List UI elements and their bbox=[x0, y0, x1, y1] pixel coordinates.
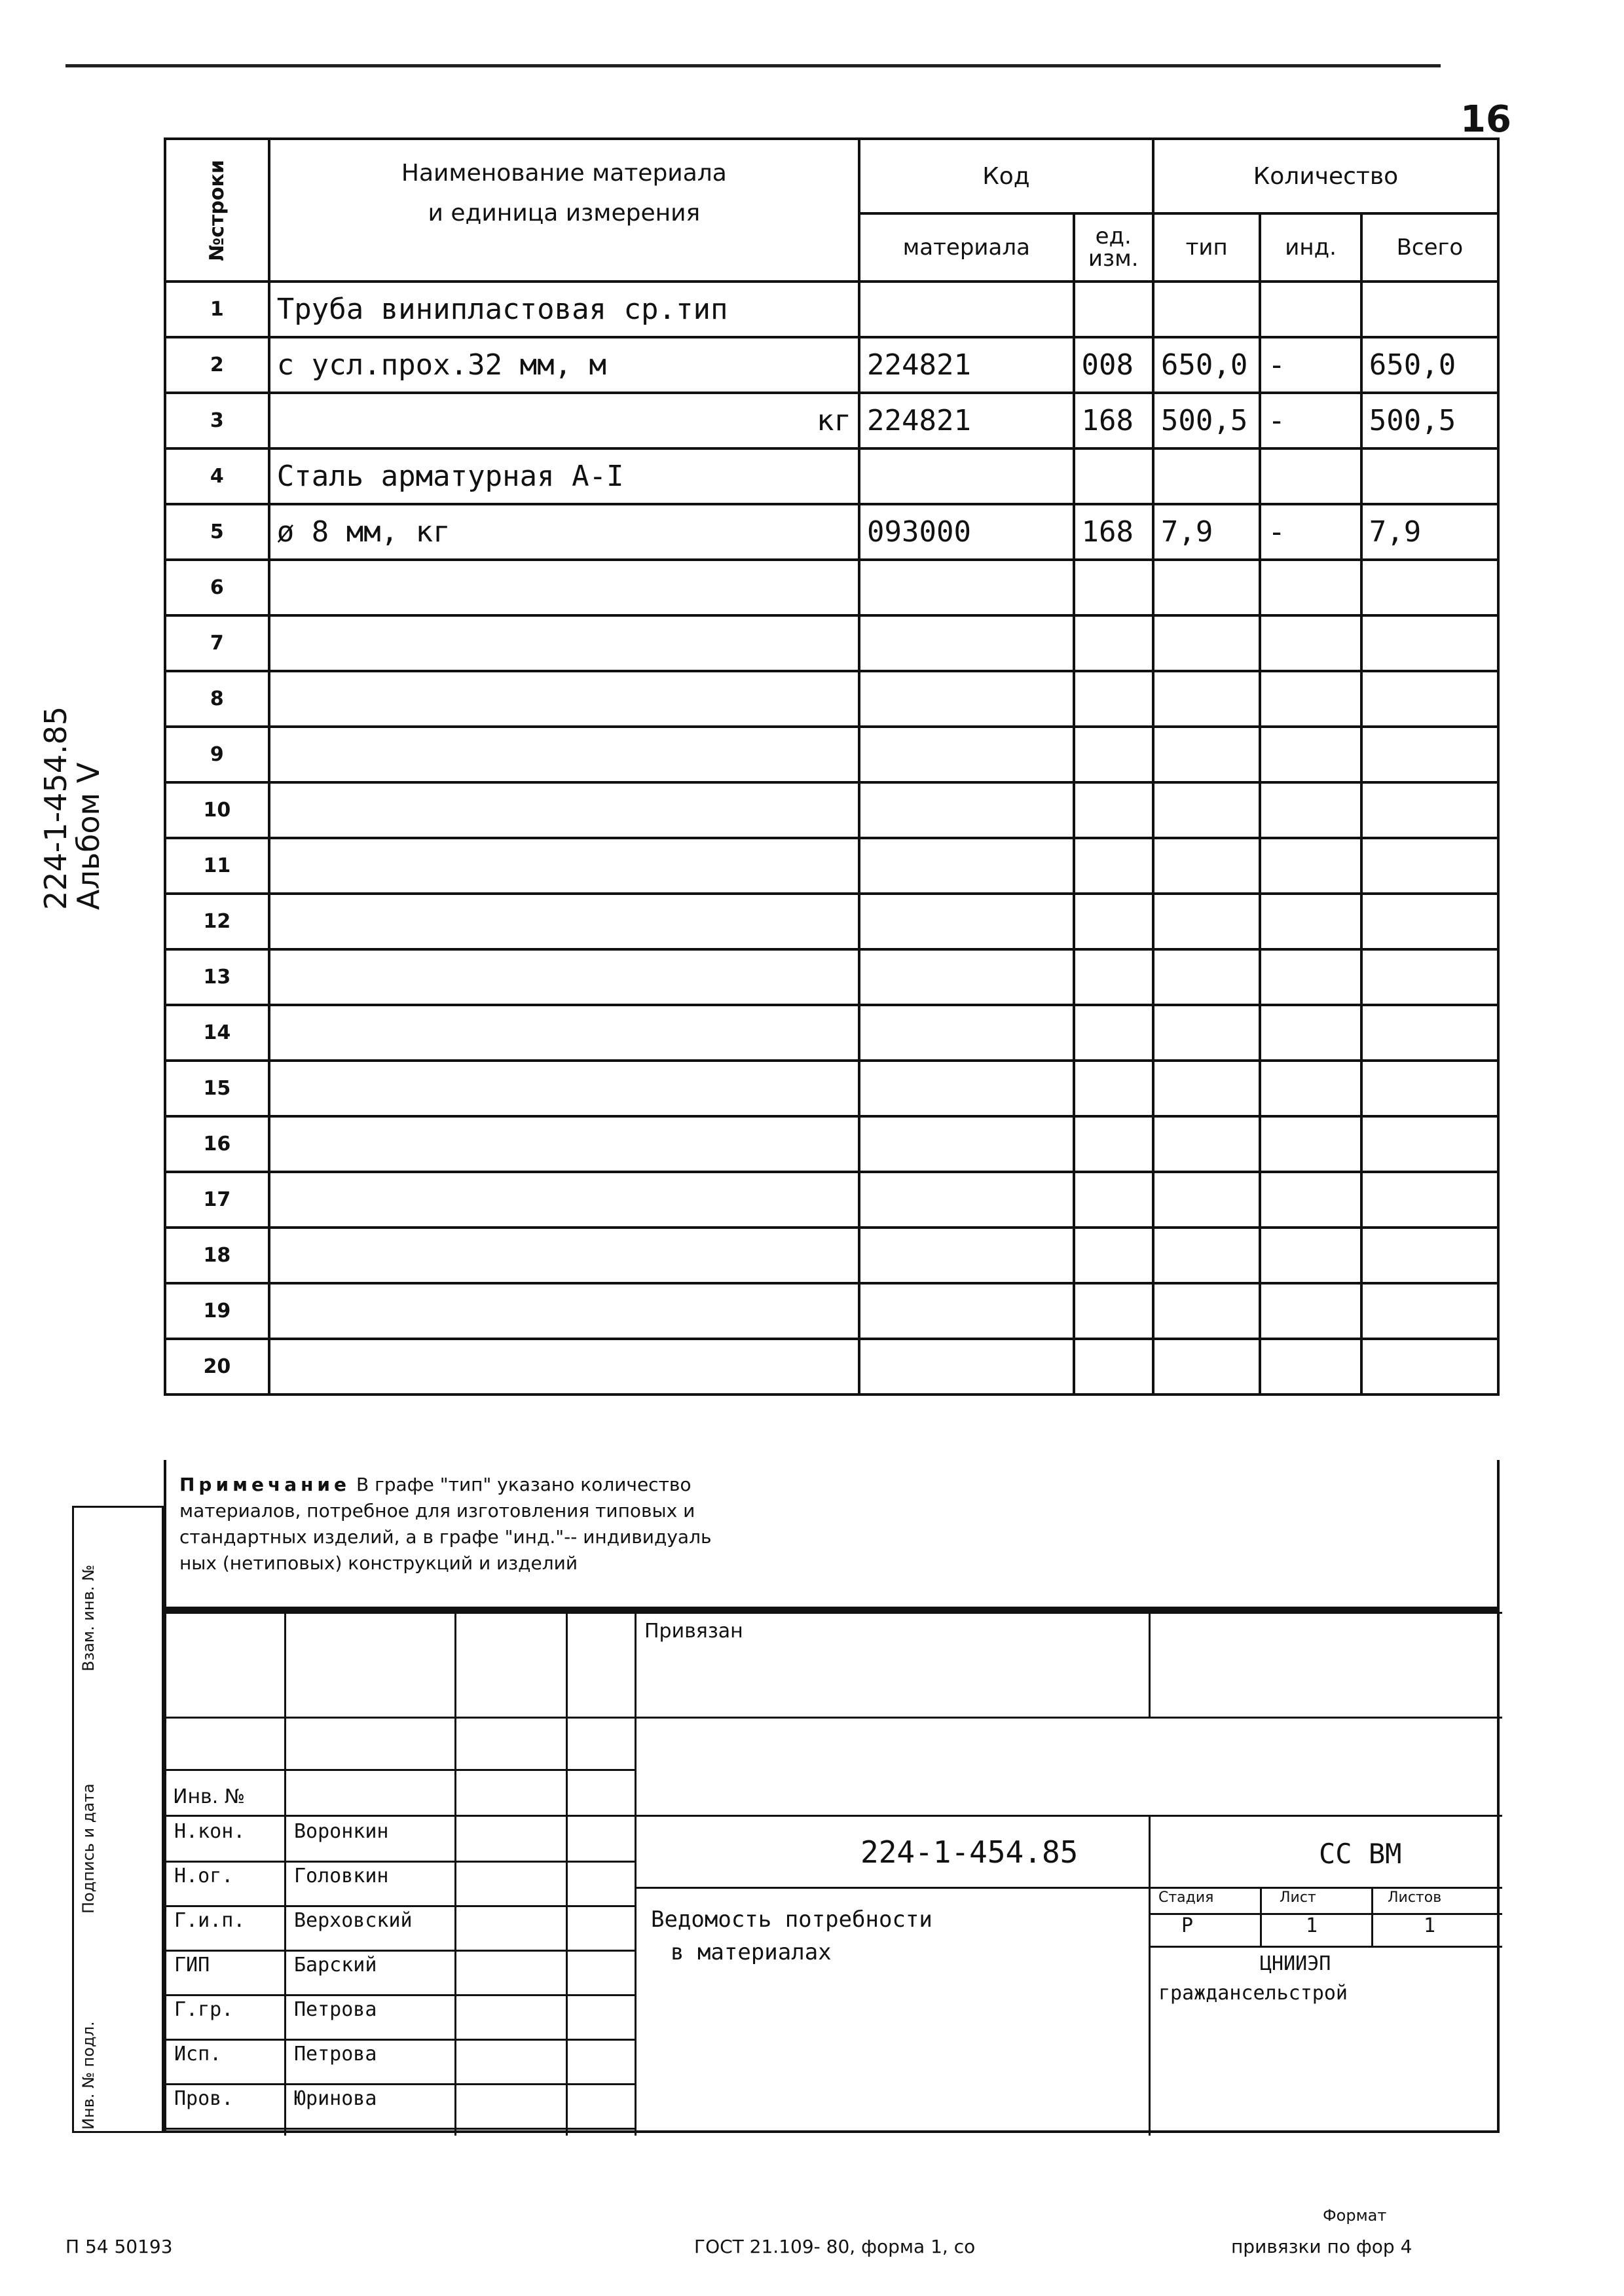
cell-name bbox=[269, 1005, 859, 1061]
cell-unit bbox=[1074, 1283, 1153, 1339]
cell-type: 7,9 bbox=[1153, 504, 1261, 560]
cell-name: с усл.прох.32 мм, м bbox=[269, 337, 859, 393]
note-block bbox=[164, 1460, 1500, 1609]
cell-ind bbox=[1260, 1228, 1361, 1283]
cell-name bbox=[269, 615, 859, 671]
cell-n: 17 bbox=[165, 1172, 269, 1228]
cell-unit bbox=[1074, 727, 1153, 782]
cell-n: 4 bbox=[165, 448, 269, 504]
cell-type bbox=[1153, 949, 1261, 1005]
cell-total bbox=[1361, 1283, 1498, 1339]
cell-type bbox=[1153, 615, 1261, 671]
cell-name bbox=[269, 727, 859, 782]
table-row bbox=[165, 282, 1498, 337]
cell-code bbox=[859, 1283, 1074, 1339]
signer-role: Исп. bbox=[174, 2043, 222, 2066]
cell-code bbox=[859, 1339, 1074, 1394]
code-group-header: Код bbox=[859, 139, 1153, 213]
cell-code bbox=[859, 1172, 1074, 1228]
signer-name: Головкин bbox=[294, 1865, 389, 1887]
cell-unit bbox=[1074, 1228, 1153, 1283]
cell-ind bbox=[1260, 782, 1361, 838]
cell-ind bbox=[1260, 448, 1361, 504]
cell-name bbox=[269, 782, 859, 838]
cell-code bbox=[859, 1116, 1074, 1172]
strip-label-c: Инв. № подл. bbox=[79, 2021, 98, 2130]
cell-code bbox=[859, 894, 1074, 949]
cell-total bbox=[1361, 448, 1498, 504]
cell-total bbox=[1361, 727, 1498, 782]
cell-code bbox=[859, 282, 1074, 337]
cell-total bbox=[1361, 282, 1498, 337]
cell-n: 16 bbox=[165, 1116, 269, 1172]
cell-ind bbox=[1260, 1339, 1361, 1394]
table-row bbox=[165, 1283, 1498, 1339]
table-row bbox=[165, 1116, 1498, 1172]
cell-unit bbox=[1074, 671, 1153, 727]
cell-n: 3 bbox=[165, 393, 269, 448]
cell-code bbox=[859, 1005, 1074, 1061]
sheets-value: 1 bbox=[1424, 1914, 1436, 1937]
cell-n: 1 bbox=[165, 282, 269, 337]
footer-center: ГОСТ 21.109- 80, форма 1, со bbox=[694, 2236, 976, 2257]
side-album-label: Альбом V bbox=[71, 762, 106, 910]
strip-label-b: Подпись и дата bbox=[79, 1783, 98, 1914]
table-row bbox=[165, 782, 1498, 838]
cell-type bbox=[1153, 1228, 1261, 1283]
cell-name bbox=[269, 838, 859, 894]
code-material-header: материала bbox=[859, 213, 1074, 282]
cell-unit bbox=[1074, 1339, 1153, 1394]
cell-type bbox=[1153, 838, 1261, 894]
cell-ind bbox=[1260, 1061, 1361, 1116]
cell-type bbox=[1153, 448, 1261, 504]
cell-n: 15 bbox=[165, 1061, 269, 1116]
cell-unit: 168 bbox=[1074, 504, 1153, 560]
cell-type bbox=[1153, 1339, 1261, 1394]
cell-code bbox=[859, 615, 1074, 671]
cell-code bbox=[859, 949, 1074, 1005]
table-row bbox=[165, 949, 1498, 1005]
cell-type bbox=[1153, 727, 1261, 782]
cell-ind bbox=[1260, 1005, 1361, 1061]
doc-code: 224-1-454.85 bbox=[860, 1834, 1079, 1870]
cell-ind bbox=[1260, 1283, 1361, 1339]
cell-n: 11 bbox=[165, 838, 269, 894]
cell-n: 10 bbox=[165, 782, 269, 838]
cell-type bbox=[1153, 782, 1261, 838]
cell-type bbox=[1153, 671, 1261, 727]
cell-type bbox=[1153, 282, 1261, 337]
table-row bbox=[165, 671, 1498, 727]
cell-total bbox=[1361, 782, 1498, 838]
cell-type bbox=[1153, 560, 1261, 615]
top-border-line bbox=[65, 64, 1441, 67]
org-line1: ЦНИИЭП bbox=[1260, 1952, 1331, 1975]
signer-role: Г.гр. bbox=[174, 1998, 234, 2021]
cell-name bbox=[269, 1061, 859, 1116]
note-line-4: ных (нетиповых) конструкций и изделий bbox=[179, 1552, 578, 1574]
qty-total-header: Всего bbox=[1361, 213, 1498, 282]
table-row bbox=[165, 838, 1498, 894]
signer-role: Н.кон. bbox=[174, 1820, 246, 1843]
left-margin-strip bbox=[72, 1506, 164, 2133]
cell-unit: 008 bbox=[1074, 337, 1153, 393]
table-row bbox=[165, 615, 1498, 671]
cell-ind bbox=[1260, 615, 1361, 671]
side-code-number: 224-1-454.85 bbox=[38, 706, 73, 910]
note-line-3: стандартных изделий, а в графе "инд."-- индивидуаль bbox=[179, 1526, 712, 1548]
cell-ind: - bbox=[1260, 337, 1361, 393]
cell-name bbox=[269, 1283, 859, 1339]
cell-ind bbox=[1260, 727, 1361, 782]
cell-name bbox=[269, 671, 859, 727]
cell-name bbox=[269, 1172, 859, 1228]
cell-code bbox=[859, 1228, 1074, 1283]
cell-name bbox=[269, 1116, 859, 1172]
sheet-label: Лист bbox=[1280, 1889, 1316, 1906]
cell-total bbox=[1361, 1116, 1498, 1172]
qty-type-header: тип bbox=[1153, 213, 1261, 282]
cell-unit: 168 bbox=[1074, 393, 1153, 448]
cell-type bbox=[1153, 1116, 1261, 1172]
cell-type bbox=[1153, 1283, 1261, 1339]
title-block bbox=[164, 1609, 1500, 2133]
cell-code bbox=[859, 1061, 1074, 1116]
inv-no-label: Инв. № bbox=[173, 1785, 246, 1808]
signer-name: Барский bbox=[294, 1954, 377, 1977]
cell-unit bbox=[1074, 448, 1153, 504]
cell-unit bbox=[1074, 1172, 1153, 1228]
signer-role: ГИП bbox=[174, 1954, 210, 1977]
cell-total bbox=[1361, 1172, 1498, 1228]
cell-n: 19 bbox=[165, 1283, 269, 1339]
cell-unit bbox=[1074, 1061, 1153, 1116]
cell-total bbox=[1361, 1061, 1498, 1116]
signer-name: Верховский bbox=[294, 1909, 413, 1932]
cell-ind bbox=[1260, 1172, 1361, 1228]
cell-total bbox=[1361, 1228, 1498, 1283]
cell-code bbox=[859, 838, 1074, 894]
cell-type: 500,5 bbox=[1153, 393, 1261, 448]
cell-unit bbox=[1074, 615, 1153, 671]
cell-name bbox=[269, 560, 859, 615]
signer-name: Петрова bbox=[294, 2043, 377, 2066]
org-line2: граждансельстрой bbox=[1158, 1982, 1348, 2005]
cell-total bbox=[1361, 1339, 1498, 1394]
note-line-2: материалов, потребное для изготовления типовых и bbox=[179, 1500, 695, 1522]
doc-title-line1: Ведомость потребности bbox=[651, 1906, 932, 1933]
cell-unit bbox=[1074, 782, 1153, 838]
cell-name bbox=[269, 1228, 859, 1283]
cell-total bbox=[1361, 838, 1498, 894]
cell-unit bbox=[1074, 1116, 1153, 1172]
signer-role: Г.и.п. bbox=[174, 1909, 246, 1932]
cell-total bbox=[1361, 1005, 1498, 1061]
signer-name: Воронкин bbox=[294, 1820, 389, 1843]
sheet-value: 1 bbox=[1306, 1914, 1318, 1937]
cell-total bbox=[1361, 560, 1498, 615]
cell-total bbox=[1361, 615, 1498, 671]
cell-n: 20 bbox=[165, 1339, 269, 1394]
table-row bbox=[165, 393, 1498, 448]
cell-code bbox=[859, 448, 1074, 504]
code-unit-header: ед. изм. bbox=[1074, 213, 1153, 282]
cell-name bbox=[269, 949, 859, 1005]
cell-n: 5 bbox=[165, 504, 269, 560]
table-row bbox=[165, 1005, 1498, 1061]
cell-name: Сталь арматурная А-I bbox=[269, 448, 859, 504]
cell-ind: - bbox=[1260, 393, 1361, 448]
cell-name: кг bbox=[269, 393, 859, 448]
table-row bbox=[165, 1061, 1498, 1116]
stage-value: Р bbox=[1181, 1914, 1194, 1937]
cell-unit bbox=[1074, 560, 1153, 615]
table-row bbox=[165, 337, 1498, 393]
table-row bbox=[165, 560, 1498, 615]
signer-name: Петрова bbox=[294, 1998, 377, 2021]
signer-role: Н.ог. bbox=[174, 1865, 234, 1887]
cell-unit bbox=[1074, 282, 1153, 337]
cell-ind: - bbox=[1260, 504, 1361, 560]
cell-n: 8 bbox=[165, 671, 269, 727]
table-row bbox=[165, 1339, 1498, 1394]
cell-ind bbox=[1260, 282, 1361, 337]
table-row bbox=[165, 727, 1498, 782]
cell-ind bbox=[1260, 838, 1361, 894]
cell-name bbox=[269, 894, 859, 949]
cell-ind bbox=[1260, 894, 1361, 949]
cell-unit bbox=[1074, 1005, 1153, 1061]
signer-role: Пров. bbox=[174, 2087, 234, 2110]
table-row bbox=[165, 448, 1498, 504]
attached-label: Привязан bbox=[644, 1620, 743, 1643]
cell-code: 093000 bbox=[859, 504, 1074, 560]
cell-type bbox=[1153, 1061, 1261, 1116]
cell-code: 224821 bbox=[859, 393, 1074, 448]
cell-name: ø 8 мм, кг bbox=[269, 504, 859, 560]
table-row bbox=[165, 504, 1498, 560]
row-number-header: №строки bbox=[165, 139, 269, 282]
cell-unit bbox=[1074, 894, 1153, 949]
cell-n: 6 bbox=[165, 560, 269, 615]
table-row bbox=[165, 1172, 1498, 1228]
cell-n: 18 bbox=[165, 1228, 269, 1283]
cell-type: 650,0 bbox=[1153, 337, 1261, 393]
footer-left: П 54 50193 bbox=[65, 2236, 173, 2257]
cell-total bbox=[1361, 894, 1498, 949]
cell-n: 2 bbox=[165, 337, 269, 393]
cell-code bbox=[859, 671, 1074, 727]
cell-name bbox=[269, 1339, 859, 1394]
cell-name: Труба винипластовая ср.тип bbox=[269, 282, 859, 337]
strip-label-a: Взам. инв. № bbox=[79, 1565, 98, 1671]
cell-code bbox=[859, 560, 1074, 615]
cell-total bbox=[1361, 671, 1498, 727]
table-row bbox=[165, 894, 1498, 949]
cell-ind bbox=[1260, 1116, 1361, 1172]
note-label: Примечание bbox=[179, 1474, 351, 1495]
sheets-label: Листов bbox=[1388, 1889, 1442, 1906]
cell-code: 224821 bbox=[859, 337, 1074, 393]
side-document-code bbox=[39, 706, 105, 910]
cell-n: 13 bbox=[165, 949, 269, 1005]
cell-type bbox=[1153, 1005, 1261, 1061]
cell-n: 14 bbox=[165, 1005, 269, 1061]
cell-total bbox=[1361, 949, 1498, 1005]
qty-ind-header: инд. bbox=[1260, 213, 1361, 282]
cell-n: 12 bbox=[165, 894, 269, 949]
cell-code bbox=[859, 727, 1074, 782]
stage-label: Стадия bbox=[1158, 1889, 1214, 1906]
cell-n: 9 bbox=[165, 727, 269, 782]
page-number: 16 bbox=[1460, 98, 1511, 141]
doc-mark: СС ВМ bbox=[1319, 1838, 1402, 1870]
cell-total: 650,0 bbox=[1361, 337, 1498, 393]
material-name-header: Наименование материала и единица измерения bbox=[269, 139, 859, 282]
materials-table-body bbox=[165, 282, 1498, 1394]
cell-ind bbox=[1260, 560, 1361, 615]
table-row bbox=[165, 1228, 1498, 1283]
cell-ind bbox=[1260, 949, 1361, 1005]
materials-table bbox=[164, 137, 1500, 1396]
doc-title-line2: в материалах bbox=[671, 1939, 832, 1965]
cell-code bbox=[859, 782, 1074, 838]
cell-type bbox=[1153, 1172, 1261, 1228]
cell-total: 500,5 bbox=[1361, 393, 1498, 448]
footer-format-label: Формат bbox=[1323, 2206, 1387, 2225]
cell-type bbox=[1153, 894, 1261, 949]
cell-n: 7 bbox=[165, 615, 269, 671]
signer-name: Юринова bbox=[294, 2087, 377, 2110]
cell-ind bbox=[1260, 671, 1361, 727]
cell-total: 7,9 bbox=[1361, 504, 1498, 560]
quantity-group-header: Количество bbox=[1153, 139, 1498, 213]
footer-right: привязки по фор 4 bbox=[1231, 2236, 1412, 2257]
cell-unit bbox=[1074, 949, 1153, 1005]
cell-unit bbox=[1074, 838, 1153, 894]
note-line-1: В графе "тип" указано количество bbox=[356, 1474, 692, 1495]
